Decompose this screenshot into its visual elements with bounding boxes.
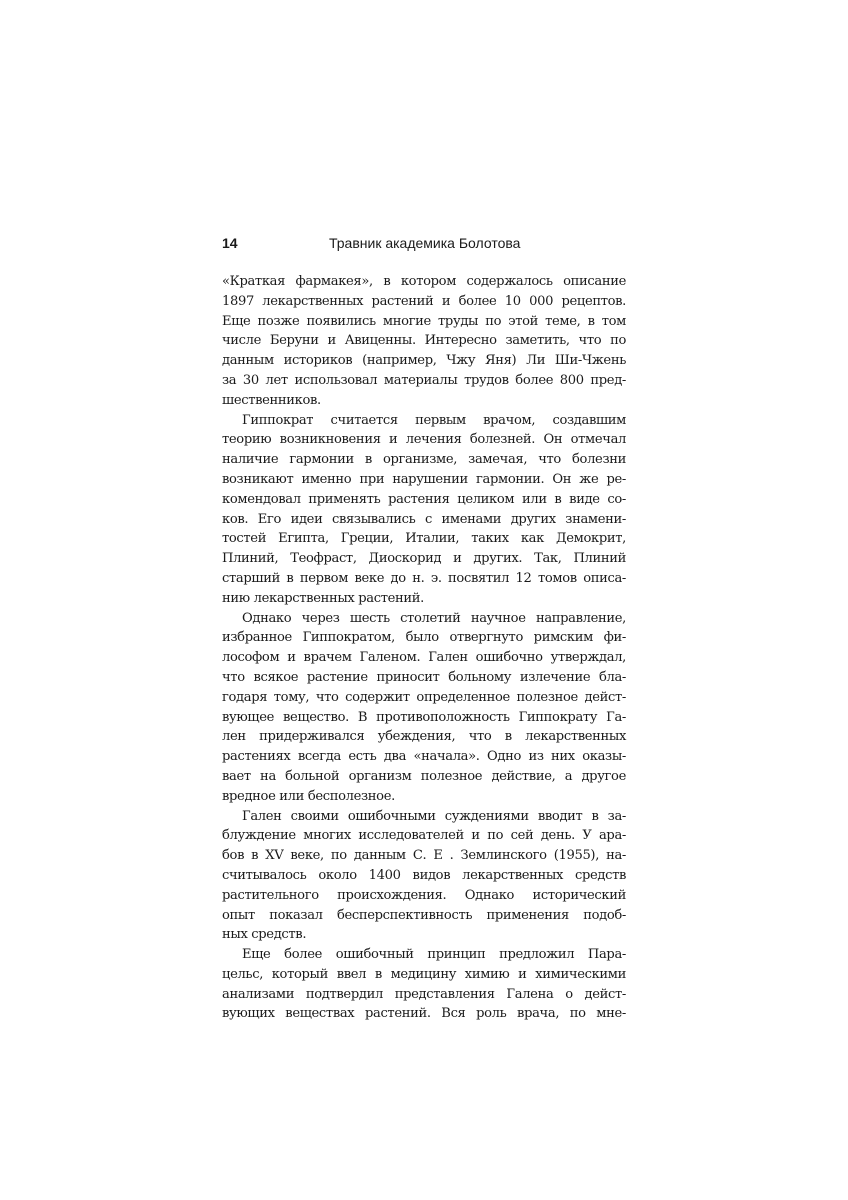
text-line: тостей Египта, Греции, Италии, таких как Демокрит,	[222, 531, 626, 547]
text-line: наличие гармонии в организме, замечая, что болезни	[222, 452, 626, 468]
text-line: годаря тому, что содержит определенное полезное дейст-	[222, 689, 626, 705]
text-line: ных средств.	[222, 927, 307, 943]
text-line: теорию возникновения и лечения болезней. Он отмечал	[222, 432, 626, 448]
text-line: данным историков (например, Чжу Яня) Ли Ши-Чжень	[222, 353, 626, 369]
text-line: комендовал применять растения целиком или в виде со-	[222, 491, 626, 507]
running-header	[222, 235, 626, 255]
running-title: Травник академика Болотова	[329, 235, 521, 251]
text-line: числе Беруни и Авиценны. Интересно заметить, что по	[222, 333, 626, 349]
text-line: растениях всегда есть два «начала». Одно из них оказы-	[222, 749, 626, 765]
text-line: растительного происхождения. Однако исторический	[222, 887, 626, 903]
text-line: избранное Гиппократом, было отвергнуто римским фи-	[222, 630, 626, 646]
text-line: что всякое растение приносит больному излечение бла-	[222, 669, 626, 685]
text-line: ков. Его идеи связывались с именами других знамени-	[222, 511, 626, 527]
text-line: возникают именно при нарушении гармонии. Он же ре-	[222, 471, 626, 487]
paragraph	[222, 945, 626, 1024]
text-line: опыт показал бесперспективность применения подоб-	[222, 907, 626, 923]
text-line: цельс, который ввел в медицину химию и химическими	[222, 966, 626, 982]
text-line: вредное или бесполезное.	[222, 788, 395, 804]
text-line: нию лекарственных растений.	[222, 590, 424, 606]
text-line: лософом и врачем Галеном. Гален ошибочно утверждал,	[222, 650, 626, 666]
text-line: «Краткая фармакея», в котором содержалось описание	[222, 274, 626, 289]
text-line: считывалось около 1400 видов лекарственных средств	[222, 867, 626, 883]
text-line: вующих веществах растений. Вся роль врача, по мне-	[222, 1006, 626, 1022]
text-line: Гален своими ошибочными суждениями вводит в за-	[242, 808, 626, 824]
paragraph	[222, 272, 626, 411]
text-line: Еще позже появились многие труды по этой теме, в том	[222, 313, 626, 329]
text-line: старший в первом веке до н. э. посвятил 12 томов описа-	[222, 570, 626, 586]
text-line: анализами подтвердил представления Галена о дейст-	[222, 986, 626, 1002]
text-line: за 30 лет использовал материалы трудов более 800 пред-	[222, 372, 626, 388]
text-line: вующее вещество. В противоположность Гиппократу Га-	[222, 709, 626, 725]
paragraph	[222, 609, 626, 807]
text-line: Еще более ошибочный принцип предложил Пара-	[242, 947, 626, 963]
text-line: лен придерживался убеждения, что в лекарственных	[222, 729, 626, 745]
paragraph	[222, 807, 626, 946]
text-line: блуждение многих исследователей и по сей день. У ара-	[222, 828, 626, 844]
text-line: Гиппократ считается первым врачом, создавшим	[242, 412, 626, 428]
text-line: Однако через шесть столетий научное направление,	[242, 610, 626, 626]
text-line: бов в XV веке, по данным С. Е . Землинского (1955), на-	[222, 848, 626, 864]
text-line: шественников.	[222, 392, 321, 408]
text-line: 1897 лекарственных растений и более 10 000 рецептов.	[222, 293, 626, 309]
text-line: вает на больной организм полезное действие, а другое	[222, 768, 626, 784]
text-line: Плиний, Теофраст, Диоскорид и других. Так, Плиний	[222, 551, 626, 567]
page-number: 14	[222, 235, 238, 251]
body-text	[222, 272, 626, 1024]
paragraph	[222, 411, 626, 609]
